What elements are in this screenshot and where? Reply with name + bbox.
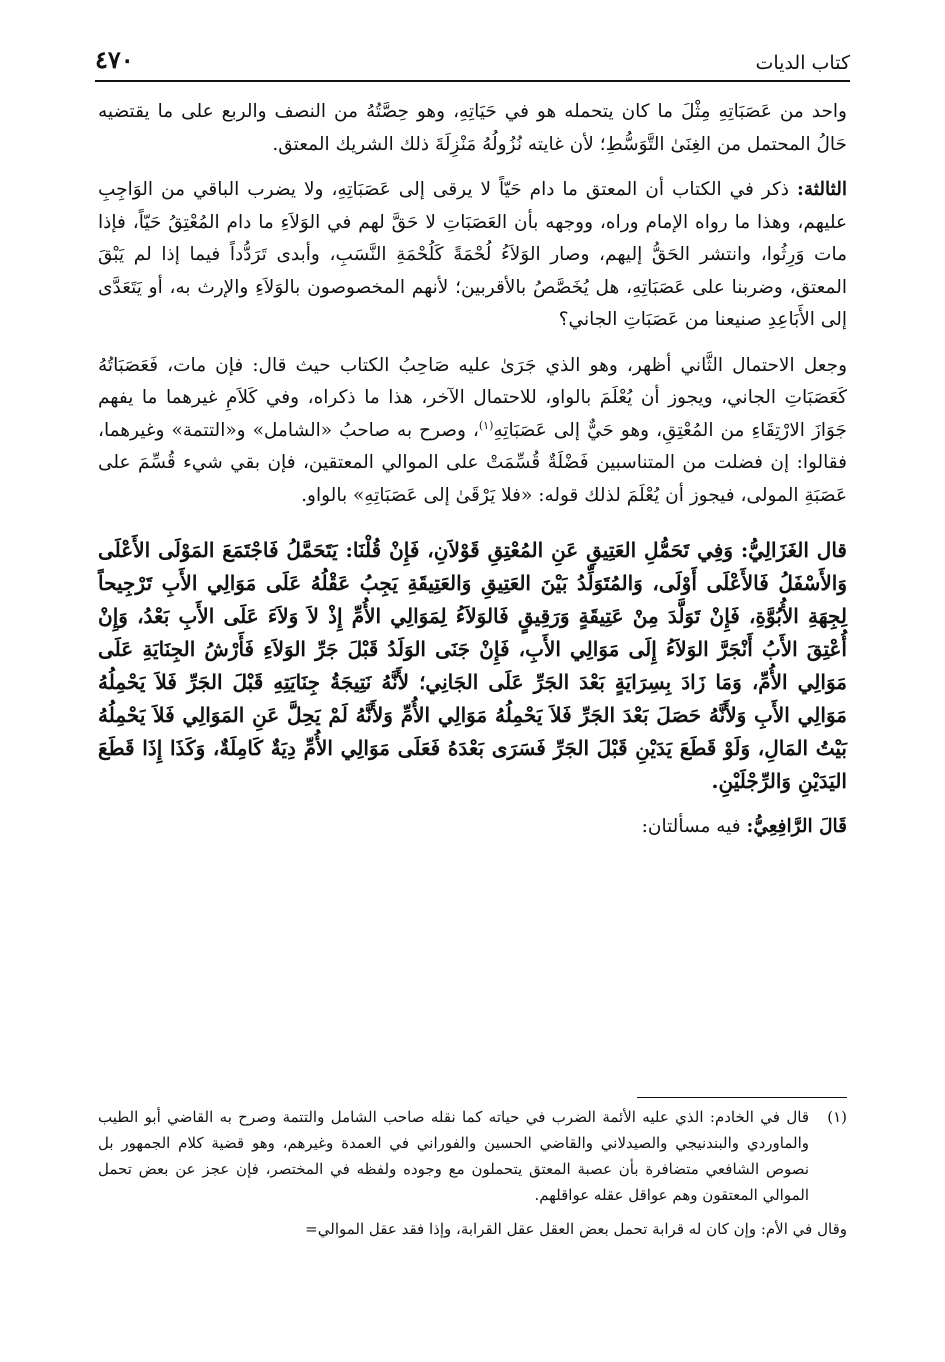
footnotes (98, 1104, 847, 1242)
paragraph-1: واحد من عَصَبَاتِهِ مِثْلَ ما كان يتحمله هو في حَيَاتِهِ، وهو حِصَّتُهُ من النصف والربع على ما يقتضيه حَالُ المحتمل من الغِنَىٰ التَّوَسُّطِ؛ لأن غايته نُزُولُهُ مَنْزِلَةَ ذلك الشريك المعتق. (98, 101, 847, 155)
paragraph-3 (98, 350, 847, 513)
page-number: ٤٧٠ (95, 45, 134, 74)
paragraph-3-text-b: ، وصرح به صاحبُ «الشامل» و«التتمة» وغيرهما، فقالوا: إن فضلت من المتناسبين فَضْلَةٌ قُسِّمَتْ على الموالي المعتقين، فإن بقي شيء قُسِّمَ على عَصَبَةِ المولى، فيجوز أن يُعْلَمَ لذلك قوله: «فلا يَرْقَىٰ إلى عَصَبَاتِهِ» بالواو. (98, 419, 847, 506)
footnote-divider (637, 1097, 847, 1098)
paragraph-5-text: فيه مسألتان: (641, 816, 741, 837)
footnote-reference: (١) (478, 418, 494, 432)
paragraph-2-text: ذكر في الكتاب أن المعتق ما دام حَيّاً لا يرقى إلى عَصَبَاتِهِ، ولا يضرب الباقي من الوَاجِبِ عليهم، وهذا ما رواه الإمام وراه، ووجهه بأن العَصَبَاتِ لا حَقَّ لهم في الوَلاَءِ ما دام المُعْتِقُ حَيّاً، فإذا مات وَرِثُوا، وانتشر الحَقُّ إليهم، وصار الوَلاَءُ لُحْمَةً كَلُحْمَةِ النَّسَبِ، وأبدى تَرَدُّداً فيما إذا لم يَبْقَ المعتق، وضربنا على عَصَبَاتِهِ، هل يُخَصَّصُ بالأقربين؛ لأنهم المخصوصون بالوَلاَءِ والإرث به، أو يَتَعَدَّى إلى الأَبَاعِدِ صنيعنا من عَصَبَاتِ الجاني؟ (98, 179, 847, 330)
paragraph-5 (98, 811, 847, 844)
footnote-marker: (١) (827, 1108, 847, 1126)
main-text (98, 96, 847, 857)
footnote-1 (98, 1104, 847, 1208)
paragraph-3-text-a: وجعل الاحتمال الثَّاني أظهر، وهو الذي جَرَىٰ عليه صَاحِبُ الكتاب حيث قال: فإن مات، فَعَصَبَاتُهُ كَعَصَبَاتِ الجاني، ويجوز أن يُعْلَمَ بالواو، للاحتمال الآخر، هذا ما ذكراه، وفي كَلاَمِ غيرهما ما يفهم جَوَازَ الارْتِقَاءِ من المُعْتِقِ، وهو حَيٌّ إلى عَصَبَاتِهِ (98, 354, 847, 441)
book-title: كتاب الديات (755, 52, 850, 74)
page-header (95, 38, 850, 82)
paragraph-2 (98, 174, 847, 337)
rafii-label: قَالَ الرَّافِعِيُّ: (746, 816, 847, 837)
paragraph-2-label: الثالثة: (797, 179, 847, 200)
footnote-text: قال في الخادم: الذي عليه الأئمة الضرب في حياته كما نقله صاحب الشامل والتتمة وصرح به القاضي أبو الطيب والماوردي والبندنيجي والصيدلاني والقاضي الحسين والفوراني في العمدة وغيرهم، وهو قضية كلام الجمهور بل نصوص الشافعي متضافرة بأن عصبة المعتق يتحملون مع وجوده ولفظه في المختصر، فإن عجز عن بعض تحمل الموالي المعتقون وهم عواقل عقله عواقلهم. (98, 1108, 809, 1204)
footnote-continuation: وقال في الأم: وإن كان له قرابة تحمل بعض العقل عقل القرابة، وإذا فقد عقل الموالي= (305, 1220, 847, 1238)
ghazali-quote: قال الغَزَالِيُّ: وَفِي تَحَمُّلِ العَتِيقِ عَنِ المُعْتِقِ قَوْلاَنِ، فَإِنْ قُلْنَا: يَتَحَمَّلُ فَاجْتَمَعَ المَوْلَى الأَعْلَى وَالأَسْفَلُ فَالأَعْلَى أَوْلَى، وَالمُتَوَلِّدُ بَيْنَ العَتِيقِ وَالعَتِيقَةِ يَجِبُ عَقْلُهُ عَلَى مَوَالِي الأَبِ تَرْجِيحاً لِجِهَةِ الأُبُوَّةِ، فَإِنْ تَوَلَّدَ مِنْ عَتِيقَةٍ وَرَقِيقٍ فَالوَلاَءُ لِمَوَالِي الأُمِّ إِذْ لاَ وَلاَءَ عَلَى الأَبِ بَعْدُ، وَإِنْ أُعْتِقَ الأَبُ أَنْجَرَّ الوَلاَءُ إِلَى مَوَالِي الأَبِ، فَإِنْ جَنَى الوَلَدُ قَبْلَ جَرِّ الوَلاَءِ فَأَرْشُ الجِنَايَةِ عَلَى مَوَالِي الأُمِّ، وَمَا زَادَ بِسِرَايَةٍ بَعْدَ الجَرِّ عَلَى الجَانِي؛ لأَنَّهُ نَتِيجَةُ جِنَايَتِهِ قَبْلَ الجَرِّ فَلاَ يَحْمِلُهُ مَوَالِي الأَبِ وَلأَنَّهُ حَصَلَ بَعْدَ الجَرِّ فَلاَ يَحْمِلُهُ مَوَالِي الأُمِّ وَلأَنَّهُ لَمْ يَحِلَّ عَنِ المَوَالِي فَلاَ يَحْمِلُهُ بَيْتُ المَالِ، وَلَوْ قَطَعَ يَدَيْنِ قَبْلَ الجَرِّ فَسَرَى بَعْدَهُ فَعَلَى مَوَالِي الأُمِّ دِيَةٌ كَامِلَةٌ، وَكَذَا إِذَا قَطَعَ اليَدَيْنِ وَالرِّجْلَيْنِ. (98, 538, 847, 793)
